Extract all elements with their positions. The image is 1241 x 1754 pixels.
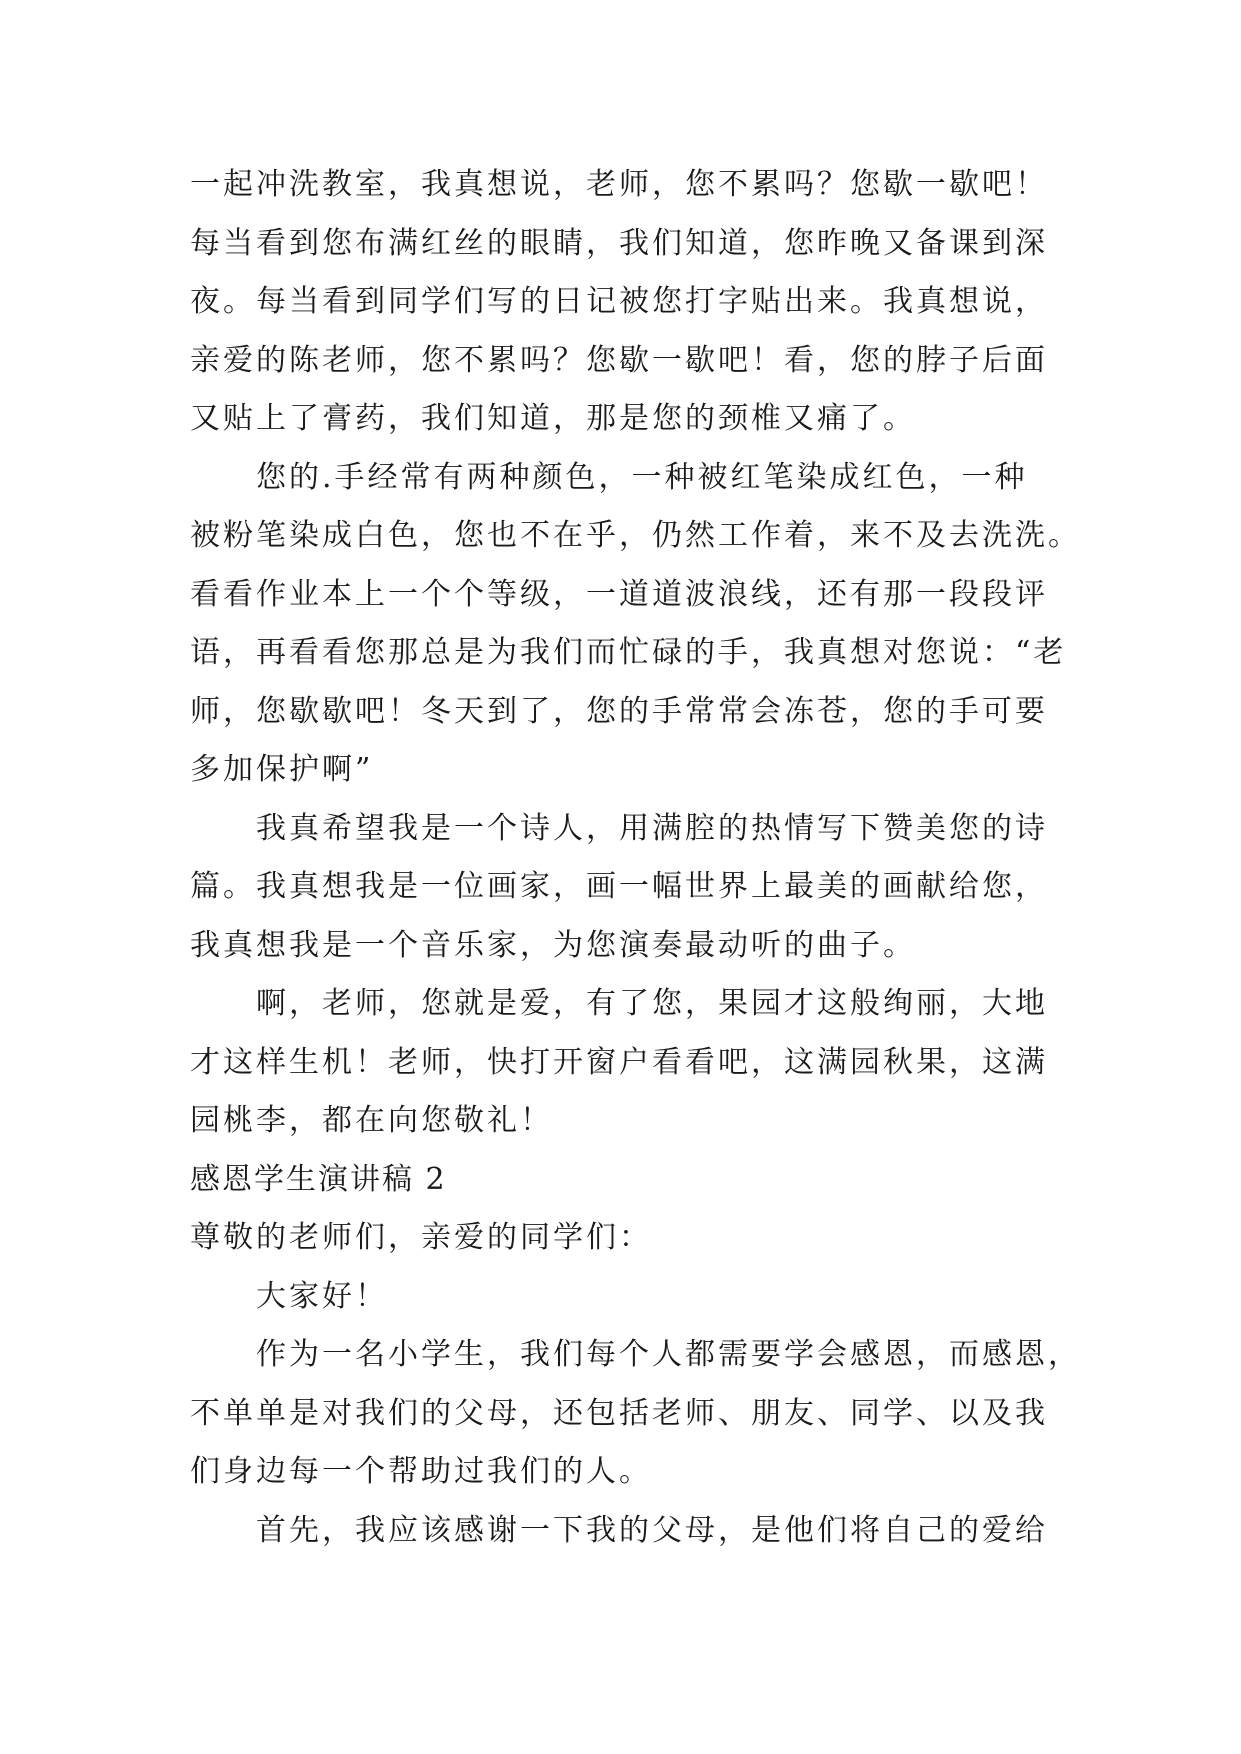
document-body (190, 156, 1081, 1560)
paragraph-first-line: 作为一名小学生，我们每个人都需要学会感恩，而感恩， (256, 1337, 1081, 1372)
text-line: 园桃李，都在向您敬礼！ (190, 1103, 553, 1138)
text-line: 我真想我是一个音乐家，为您演奏最动听的曲子。 (190, 927, 916, 963)
text-line: 又贴上了膏药，我们知道，那是您的颈椎又痛了。 (190, 401, 916, 436)
salutation: 尊敬的老师们，亲爱的同学们： (190, 1220, 652, 1255)
text-line: 亲爱的陈老师，您不累吗？您歇一歇吧！看，您的脖子后面 (190, 342, 1048, 378)
paragraph-first-line: 首先，我应该感谢一下我的父母，是他们将自己的爱给 (256, 1512, 1048, 1548)
text-line: 篇。我真想我是一位画家，画一幅世界上最美的画献给您， (190, 869, 1048, 904)
text-line: 夜。每当看到同学们写的日记被您打字贴出来。我真想说， (190, 284, 1048, 319)
text-line: 才这样生机！老师，快打开窗户看看吧，这满园秋果，这满 (190, 1044, 1048, 1080)
text-line: 每当看到您布满红丝的眼睛，我们知道，您昨晚又备课到深 (190, 225, 1048, 261)
greeting: 大家好！ (256, 1278, 388, 1314)
text-line: 一起冲洗教室，我真想说，老师，您不累吗？您歇一歇吧！ (190, 167, 1048, 202)
section-title: 感恩学生演讲稿 2 (190, 1161, 447, 1197)
text-line: 多加保护啊” (190, 752, 374, 787)
text-line: 被粉笔染成白色，您也不在乎，仍然工作着，来不及去洗洗。 (190, 518, 1081, 553)
text-line: 不单单是对我们的父母，还包括老师、朋友、同学、以及我 (190, 1395, 1048, 1431)
paragraph-first-line: 您的.手经常有两种颜色，一种被红笔染成红色，一种 (256, 459, 1028, 495)
paragraph-first-line: 啊，老师，您就是爱，有了您，果园才这般绚丽，大地 (256, 986, 1048, 1021)
text-line: 师，您歇歇吧！冬天到了，您的手常常会冻苍，您的手可要 (190, 693, 1048, 729)
text-line: 们身边每一个帮助过我们的人。 (190, 1454, 652, 1489)
text-line: 看看作业本上一个个等级，一道道波浪线，还有那一段段评 (190, 576, 1048, 612)
paragraph-first-line: 我真希望我是一个诗人，用满腔的热情写下赞美您的诗 (256, 810, 1048, 846)
text-line: 语，再看看您那总是为我们而忙碌的手，我真想对您说：“老 (190, 635, 1067, 670)
